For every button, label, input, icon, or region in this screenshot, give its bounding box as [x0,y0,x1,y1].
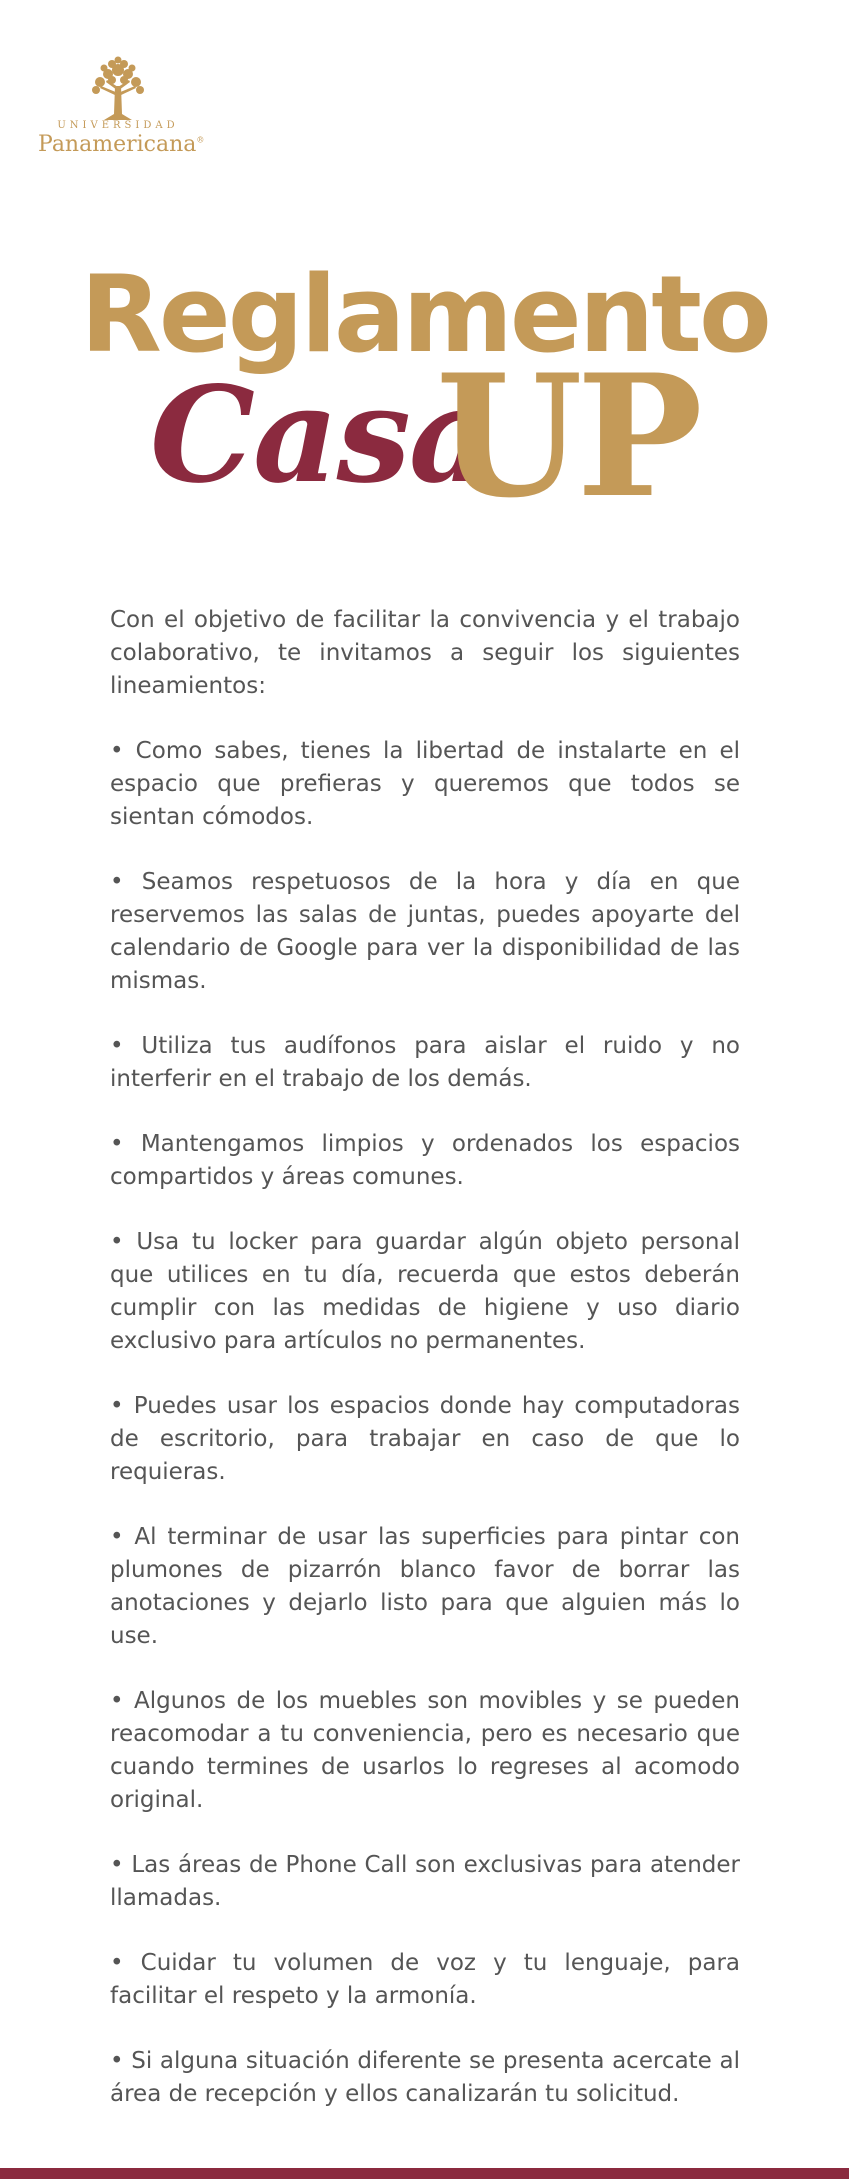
rule-item: • Utiliza tus audífonos para aislar el ruido y no interferir en el trabajo de los demás. [110,1033,740,1092]
tree-icon [86,56,150,122]
title-up: UP [436,337,697,535]
bottom-bar [0,2168,849,2179]
rule-item: • Usa tu locker para guardar algún objeto personal que utilices en tu día, recuerda que estos deberán cumplir con las medidas de higiene y uso diario exclusivo para artículos no permanentes. [110,1229,740,1354]
rule-item: • Seamos respetuosos de la hora y día en que reservemos las salas de juntas, puedes apoyarte del calendario de Google para ver la disponibilidad de las mismas. [110,869,740,994]
title-reglamento: Reglamento [80,253,769,376]
registered-mark: ® [196,135,205,145]
rule-item: • Algunos de los muebles son movibles y se pueden reacomodar a tu conveniencia, pero es necesario que cuando termines de usarlos lo regreses al acomodo original. [110,1688,740,1813]
logo-name-text: Panamericana [38,132,197,157]
university-logo [38,52,205,162]
rules-content [110,604,740,2143]
rule-item: • Mantengamos limpios y ordenados los espacios compartidos y áreas comunes. [110,1131,740,1190]
rule-item: • Puedes usar los espacios donde hay computadoras de escritorio, para trabajar en caso de que lo requieras. [110,1393,740,1485]
title-casa: Casa [150,358,493,513]
intro-paragraph: Con el objetivo de facilitar la convivencia y el trabajo colaborativo, te invitamos a seguir los siguientes lineamientos: [110,607,740,699]
logo-name [38,132,205,157]
rule-item: • Al terminar de usar las superficies para pintar con plumones de pizarrón blanco favor de borrar las anotaciones y dejarlo listo para que alguien más lo use. [110,1524,740,1649]
logo-subtitle: UNIVERSIDAD [57,120,179,131]
rule-item: • Como sabes, tienes la libertad de instalarte en el espacio que prefieras y queremos que todos se sientan cómodos. [110,738,740,830]
rule-item: • Cuidar tu volumen de voz y tu lenguaje, para facilitar el respeto y la armonía. [110,1950,740,2009]
rule-item: • Las áreas de Phone Call son exclusivas para atender llamadas. [110,1852,740,1911]
rule-item: • Si alguna situación diferente se presenta acercate al área de recepción y ellos canalizarán tu solicitud. [110,2048,740,2107]
